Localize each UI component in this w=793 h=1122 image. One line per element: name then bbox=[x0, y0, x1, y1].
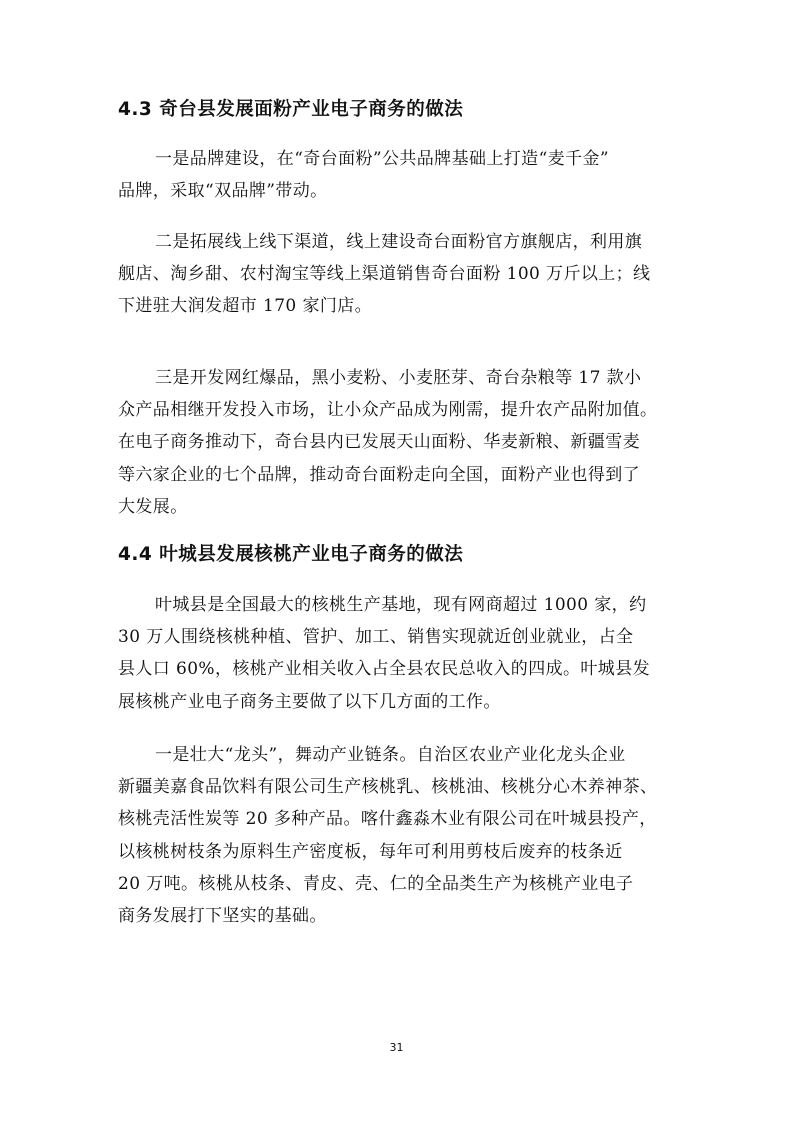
paragraph-line: 舰店、淘乡甜、农村淘宝等线上渠道销售奇台面粉 100 万斤以上；线 bbox=[118, 264, 651, 285]
paragraph-line: 三是开发网红爆品，黑小麦粉、小麦胚芽、奇台杂粮等 17 款小 bbox=[155, 368, 642, 388]
section-heading-4-4: 4.4 叶城县发展核桃产业电子商务的做法 bbox=[118, 544, 464, 565]
paragraph-line: 以核桃树枝条为原料生产密度板，每年可利用剪枝后废弃的枝条近 bbox=[118, 841, 623, 862]
paragraph-line: 20 万吨。核桃从枝条、青皮、壳、仁的全品类生产为核桃产业电子 bbox=[118, 873, 634, 894]
paragraph-leading-enterprises bbox=[118, 739, 678, 932]
paragraph-line: 品牌，采取“双品牌”带动。 bbox=[118, 181, 328, 202]
paragraph-brand-building bbox=[118, 143, 678, 207]
paragraph-line: 下进驻大润发超市 170 家门店。 bbox=[118, 296, 373, 317]
paragraph-line: 二是拓展线上线下渠道，线上建设奇台面粉官方旗舰店，利用旗 bbox=[155, 232, 643, 252]
paragraph-line: 众产品相继开发投入市场，让小众产品成为刚需，提升农产品附加值。 bbox=[118, 400, 658, 421]
paragraph-line: 在电子商务推动下，奇台县内已发展天山面粉、华麦新粮、新疆雪麦 bbox=[118, 432, 640, 453]
paragraph-line: 商务发展打下坚实的基础。 bbox=[118, 905, 327, 926]
paragraph-channels bbox=[118, 226, 678, 323]
paragraph-line: 县人口 60%，核桃产业相关收入占全县农民总收入的四成。叶城县发 bbox=[118, 659, 650, 680]
section-heading-4-3: 4.3 奇台县发展面粉产业电子商务的做法 bbox=[118, 99, 464, 120]
paragraph-yecheng-intro bbox=[118, 589, 678, 718]
paragraph-line: 一是品牌建设，在“奇台面粉”公共品牌基础上打造“麦千金” bbox=[155, 149, 609, 169]
paragraph-line: 新疆美嘉食品饮料有限公司生产核桃乳、核桃油、核桃分心木养神茶、 bbox=[118, 777, 658, 798]
paragraph-line: 30 万人围绕核桃种植、管护、加工、销售实现就近创业就业，占全 bbox=[118, 627, 634, 648]
paragraph-line: 叶城县是全国最大的核桃生产基地，现有网商超过 1000 家，约 bbox=[155, 595, 647, 615]
paragraph-line: 大发展。 bbox=[118, 496, 188, 517]
paragraph-line: 一是壮大“龙头”，舞动产业链条。自治区农业产业化龙头企业 bbox=[155, 745, 626, 765]
paragraph-hot-products bbox=[118, 362, 678, 523]
paragraph-line: 展核桃产业电子商务主要做了以下几方面的工作。 bbox=[118, 691, 501, 712]
paragraph-line: 等六家企业的七个品牌，推动奇台面粉走向全国，面粉产业也得到了 bbox=[118, 464, 640, 485]
paragraph-line: 核桃壳活性炭等 20 多种产品。喀什鑫淼木业有限公司在叶城县投产， bbox=[118, 809, 657, 830]
page-number: 31 bbox=[389, 1041, 404, 1054]
